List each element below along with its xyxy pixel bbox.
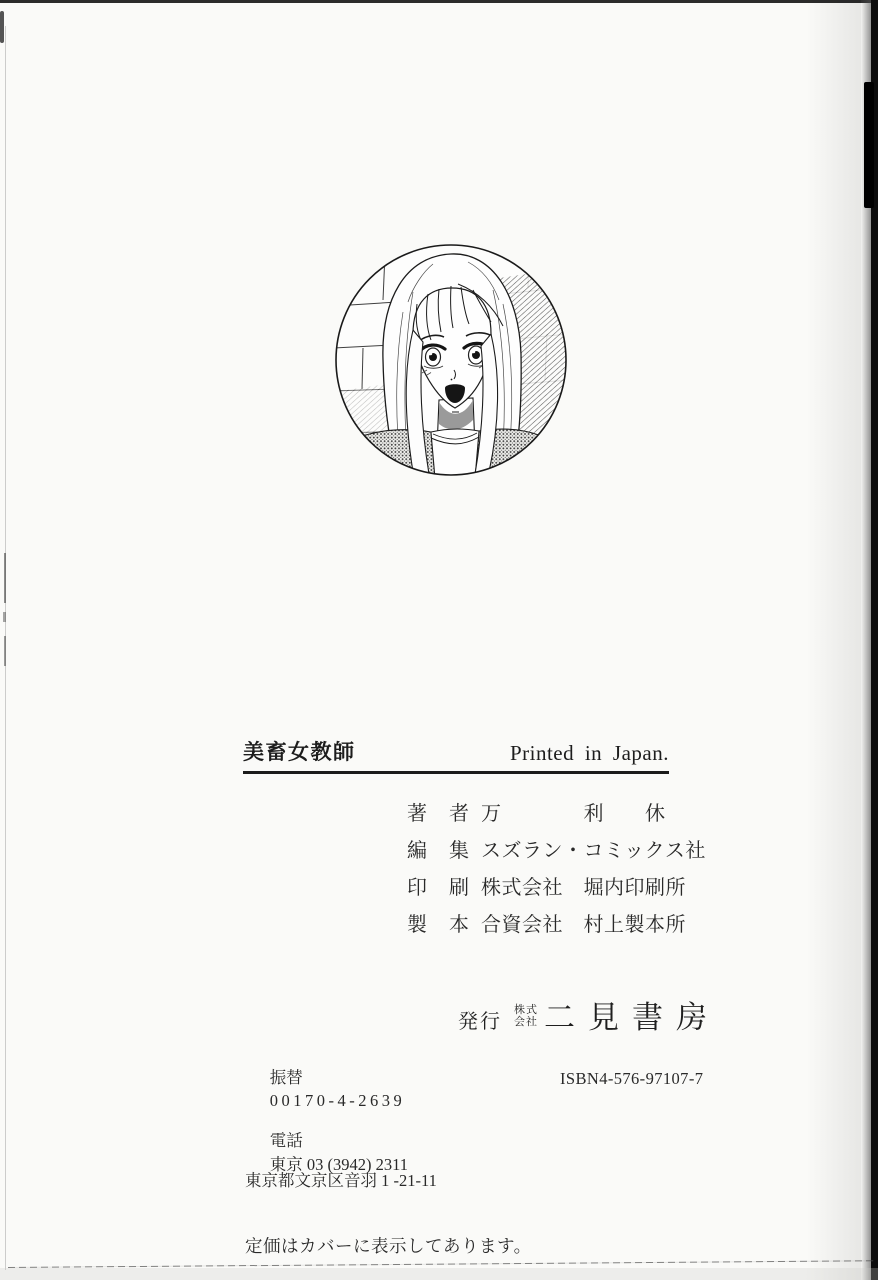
contact-block (245, 1002, 532, 1280)
company-type (514, 1005, 538, 1028)
postal-transfer-line (245, 1042, 532, 1110)
credit-label: 印 刷 (407, 877, 470, 899)
portrait-illustration (333, 242, 569, 478)
scan-right-tint (806, 0, 861, 1280)
price-note: 定価はカバーに表示してあります。 (245, 1235, 532, 1256)
company-type-top: 株式 (514, 1004, 538, 1016)
credit-value: 合資会社 村上製本所 (481, 914, 686, 936)
credit-label: 編 集 (407, 840, 470, 862)
scan-corner-mark (0, 11, 4, 43)
credit-value: 万 利 休 (481, 803, 666, 825)
publisher-block (458, 1000, 720, 1036)
title-rule-row (243, 740, 669, 774)
scan-right-dark-mark (864, 82, 874, 208)
credit-value: スズラン・コミックス社 (481, 840, 706, 862)
scan-edge-top (0, 0, 878, 3)
printed-in-japan: Printed in Japan. (509, 741, 669, 765)
address-line: 東京都文京区音羽 1 -21-11 (245, 1171, 437, 1190)
book-title: 美畜女教師 (243, 741, 356, 764)
postal-transfer-label: 振替 (269, 1067, 303, 1087)
credits-block (407, 796, 706, 944)
company-type-bottom: 会社 (514, 1015, 538, 1028)
credit-value: 株式会社 堀内印刷所 (481, 877, 686, 899)
credit-label: 製 本 (407, 914, 470, 936)
scan-left-smudge (4, 553, 6, 603)
publisher-label: 発行 (458, 1011, 502, 1033)
isbn: ISBN4-576-97107-7 (560, 1069, 704, 1088)
credit-row-binder (407, 907, 706, 944)
postal-transfer-number: 00170-4-2639 (269, 1091, 406, 1110)
credit-row-editor (407, 833, 706, 870)
telephone-number: 東京 03 (3942) 2311 (269, 1154, 409, 1174)
credit-label: 著 者 (407, 803, 470, 825)
credit-row-author (407, 796, 706, 833)
shirt (333, 429, 569, 478)
publisher-name: 二見書房 (544, 1000, 720, 1035)
credit-row-printer (407, 870, 706, 907)
scan-left-smudge (4, 636, 6, 666)
telephone-label: 電話 (269, 1131, 303, 1150)
scan-left-smudge (3, 612, 6, 622)
